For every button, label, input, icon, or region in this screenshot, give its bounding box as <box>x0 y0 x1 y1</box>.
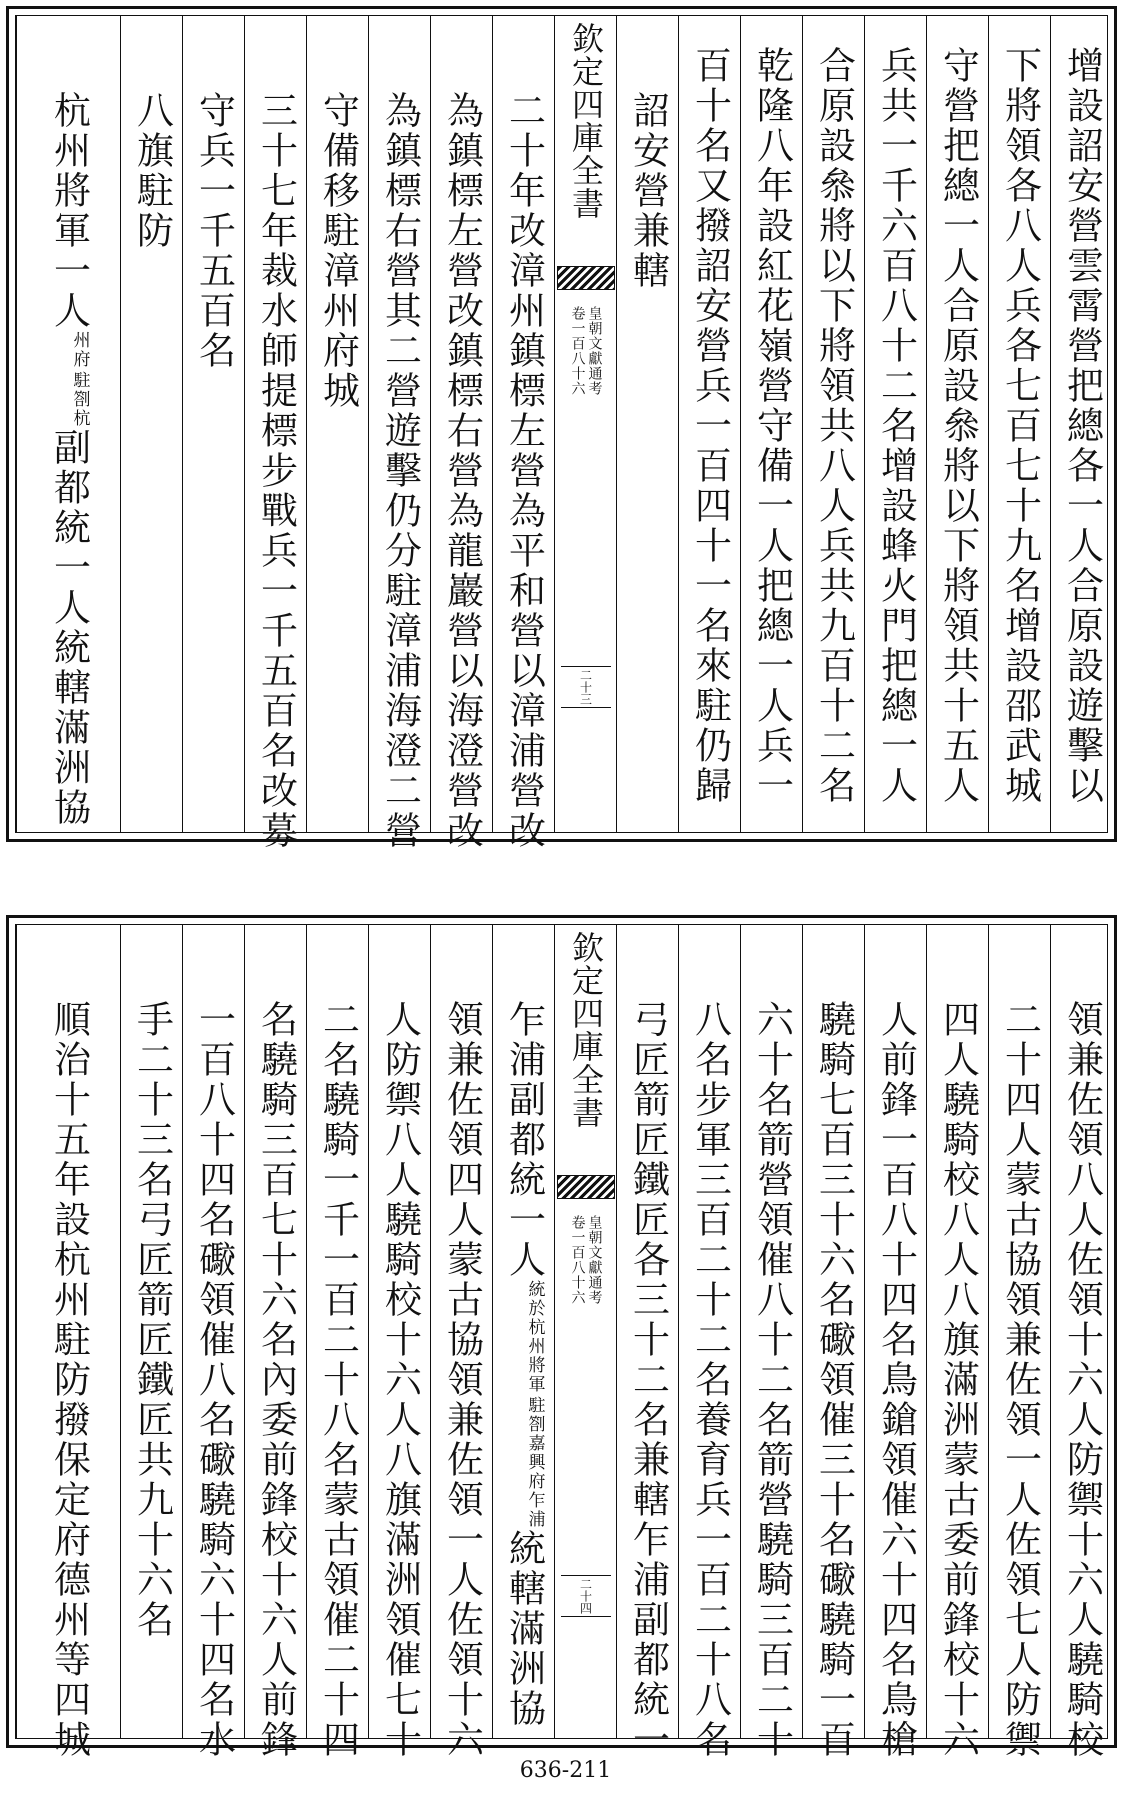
column-text: 為鎮標左營改鎮標右營為龍巖營以海澄營改 <box>440 91 484 851</box>
column-text: 二十年改漳州鎮標左營為平和營以漳浦營改 <box>502 91 546 851</box>
chapter-volume: 卷一百八十六 <box>569 306 586 396</box>
center-gutter <box>554 16 617 832</box>
text-column <box>1050 925 1113 1760</box>
interlinear-note <box>71 331 88 428</box>
column-text <box>47 91 91 828</box>
chapter-title: 皇朝文獻通考 <box>586 306 603 396</box>
text-column <box>368 925 431 1760</box>
text-column <box>492 925 555 1738</box>
column-text: 領兼佐領八人佐領十六人防禦十六人驍騎校 <box>1060 1000 1104 1760</box>
text-column <box>988 16 1051 832</box>
page-number: 二十三 <box>578 669 593 705</box>
column-text-part: 統轄滿洲協 <box>502 1529 546 1729</box>
text-column <box>616 925 679 1760</box>
text-column <box>1050 16 1113 832</box>
column-text: 八名步軍三百二十二名養育兵一百二十八名 <box>688 1000 732 1760</box>
upper-page <box>6 6 1117 851</box>
column-text <box>502 1000 546 1729</box>
chapter-label <box>571 1215 602 1305</box>
text-column <box>306 925 369 1760</box>
text-column <box>368 16 431 851</box>
text-column <box>926 925 989 1760</box>
text-column <box>802 16 865 832</box>
page-number-box <box>561 666 611 708</box>
column-text: 領兼佐領四人蒙古協領兼佐領一人佐領十六 <box>440 1000 484 1760</box>
chapter-title: 皇朝文獻通考 <box>586 1215 603 1305</box>
text-column <box>678 16 741 832</box>
column-text: 二名驍騎一千一百二十八名蒙古領催二十四 <box>316 1000 360 1760</box>
text-column <box>430 925 493 1760</box>
fish-tail-ornament <box>557 1175 615 1199</box>
note-line: 統於杭州將軍 <box>524 1280 545 1394</box>
column-text: 順治十五年設杭州駐防撥保定府德州等四城 <box>47 1000 91 1760</box>
text-column <box>182 16 245 832</box>
column-text: 一百八十四名礮領催八名礮驍騎六十四名水 <box>192 1000 236 1760</box>
column-text: 弓匠箭匠鐵匠各三十二名兼轄乍浦副都統一 <box>626 1000 670 1760</box>
column-text: 名驍騎三百七十六名內委前鋒校十六人前鋒 <box>254 1000 298 1760</box>
center-gutter <box>554 925 617 1738</box>
text-column <box>988 925 1051 1760</box>
text-column <box>244 925 307 1760</box>
text-column <box>926 16 989 832</box>
column-text: 人防禦八人驍騎校十六人八旗滿洲領催七十 <box>378 1000 422 1760</box>
book-title: 欽定四庫全書 <box>567 931 605 1129</box>
column-text: 增設詔安營雲霄營把總各一人合原設遊擊以 <box>1060 46 1104 806</box>
column-text: 三十七年裁水師提標步戰兵一千五百名改募 <box>254 91 298 851</box>
chapter-volume: 卷一百八十六 <box>569 1215 586 1305</box>
text-column <box>678 925 741 1760</box>
upper-page-frame <box>15 15 1108 851</box>
lower-page <box>6 915 1117 1760</box>
note-line: 駐劄嘉興府乍浦 <box>524 1396 545 1529</box>
chapter-label <box>571 306 602 396</box>
text-column <box>740 16 803 832</box>
book-title: 欽定四庫全書 <box>567 22 605 220</box>
text-column <box>306 16 369 832</box>
page-number-box <box>561 1575 611 1617</box>
column-text: 守備移駐漳州府城 <box>316 91 360 411</box>
text-column <box>616 16 679 832</box>
lower-page-frame <box>15 924 1108 1760</box>
note-line: 駐劄杭 <box>69 371 90 428</box>
text-column <box>740 925 803 1760</box>
text-column <box>120 16 183 832</box>
column-text: 四人驍騎校八人八旗滿洲蒙古委前鋒校十六 <box>936 1000 980 1760</box>
column-text: 下將領各八人兵各七百七十九名增設邵武城 <box>998 46 1042 806</box>
column-text: 八旗駐防 <box>130 91 174 251</box>
column-text: 二十四人蒙古協領兼佐領一人佐領七人防禦 <box>998 1000 1042 1760</box>
text-column <box>244 16 307 851</box>
text-column <box>864 16 927 832</box>
column-text-part: 杭州將軍一人 <box>47 91 91 331</box>
column-text: 兵共一千六百八十二名增設蜂火門把總一人 <box>874 46 918 806</box>
text-column <box>120 925 183 1738</box>
column-text: 手二十三名弓匠箭匠鐵匠共九十六名 <box>130 1000 174 1640</box>
column-text: 合原設叅將以下將領共八人兵共九百十二名 <box>812 46 856 806</box>
text-column <box>430 16 493 851</box>
column-text: 百十名又撥詔安營兵一百四十一名來駐仍歸 <box>688 46 732 806</box>
text-column <box>492 16 555 851</box>
note-line: 州府 <box>69 331 90 369</box>
text-column <box>182 925 245 1760</box>
column-text: 詔安營兼轄 <box>626 91 670 291</box>
text-column <box>864 925 927 1760</box>
column-text: 驍騎七百三十六名礮領催三十名礮驍騎一百 <box>812 1000 856 1760</box>
column-text: 人前鋒一百八十四名鳥鎗領催六十四名鳥槍 <box>874 1000 918 1760</box>
column-text: 守營把總一人合原設叅將以下將領共十五人 <box>936 46 980 806</box>
column-text-part: 乍浦副都統一人 <box>502 1000 546 1280</box>
text-column <box>16 16 121 832</box>
page-number: 二十四 <box>578 1578 593 1614</box>
text-column <box>802 925 865 1760</box>
interlinear-note <box>526 1280 543 1529</box>
column-text: 守兵一千五百名 <box>192 91 236 371</box>
column-text: 乾隆八年設紅花嶺營守備一人把總一人兵一 <box>750 46 794 806</box>
column-text: 為鎮標右營其二營遊擊仍分駐漳浦海澄二營 <box>378 91 422 851</box>
column-text: 六十名箭營領催八十二名箭營驍騎三百二十 <box>750 1000 794 1760</box>
fish-tail-ornament <box>557 266 615 290</box>
column-text-part: 副都統一人統轄滿洲協 <box>47 428 91 828</box>
scan-page-id: 636-211 <box>519 1758 612 1783</box>
text-column <box>16 925 121 1760</box>
